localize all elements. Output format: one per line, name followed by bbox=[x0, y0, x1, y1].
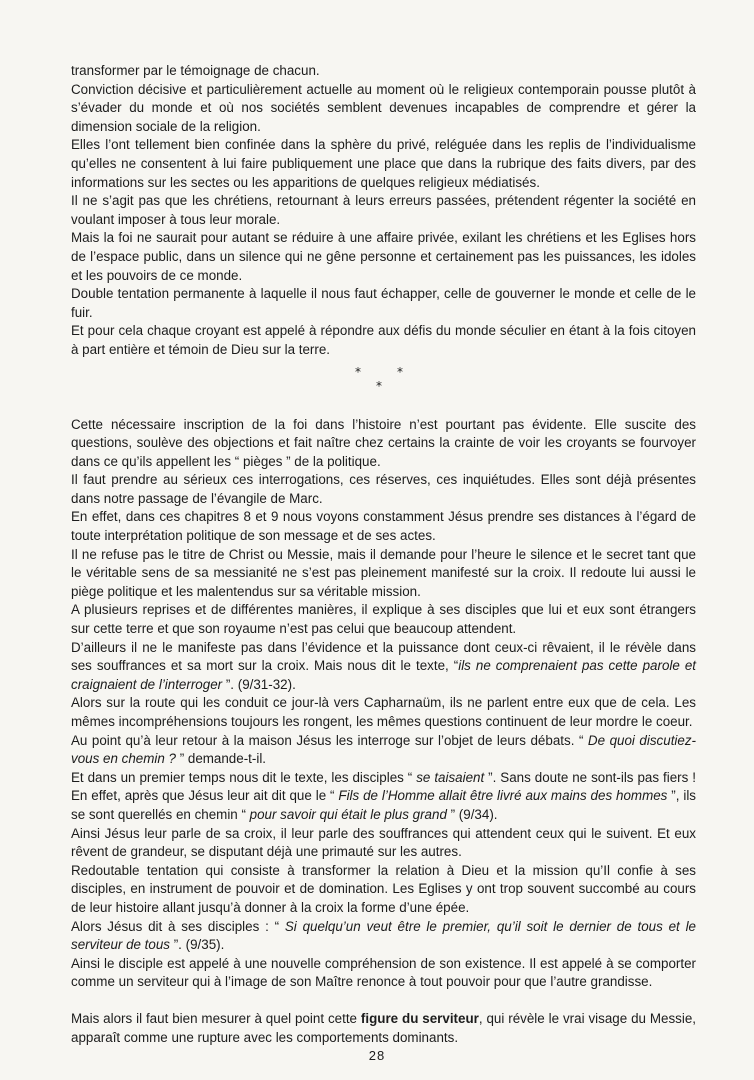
paragraph: Elles l’ont tellement bien confinée dans la sphère du privé, reléguée dans les replis de l’individualisme qu’elles ne consentent à lui faire publiquement une place que dans la rubrique des faits divers, par des informations sur les sectes ou les apparitions de quelques religieux médiatisés. bbox=[71, 137, 696, 190]
paragraph bbox=[71, 1010, 696, 1047]
text-run: ”. (9/35). bbox=[173, 937, 225, 953]
paragraph bbox=[71, 769, 696, 825]
paragraph: Redoutable tentation qui consiste à transformer la relation à Dieu et la mission qu’Il confie à ses disciples, en instrument de pouvoir et de domination. Les Eglises y ont trop souvent succombé au cours de leur histoire allant jusqu’à donner à la croix la forme d’une épée. bbox=[71, 862, 696, 915]
separator-star: * bbox=[397, 364, 403, 379]
text-run: ”. Sans doute ne sont-ils pas fiers ! En effet, après que Jésus leur ait dit que le “ bbox=[71, 769, 696, 804]
scripture-quote: Si quelqu’un veut être le premier, qu’il soit le dernier de tous et le serviteur de tous bbox=[71, 918, 696, 953]
paragraph: Double tentation permanente à laquelle il nous faut échapper, celle de gouverner le monde et celle de le fuir. bbox=[71, 286, 696, 320]
scripture-quote: ils ne comprenaient pas cette parole et craignaient de l’interroger bbox=[71, 658, 696, 692]
paragraph: Il faut prendre au sérieux ces interrogations, ces réserves, ces inquiétudes. Elles sont déjà présentes dans notre passage de l’évangile de Marc. bbox=[71, 472, 696, 506]
paragraph bbox=[71, 639, 696, 695]
text-run: D’ailleurs il ne le manifeste pas dans l’évidence et la puissance dont ceux-ci rêvaient, il le révèle dans ses souffrances et sa mort sur la croix. Mais nous dit le texte, “ bbox=[71, 639, 696, 674]
paragraph: A plusieurs reprises et de différentes manières, il explique à ses disciples que lui et eux sont étrangers sur cette terre et que son royaume n’est pas celui que beaucoup attendent. bbox=[71, 602, 696, 637]
separator-star: * bbox=[376, 378, 382, 393]
text-run: ” (9/34). bbox=[450, 806, 498, 822]
section-one bbox=[71, 62, 696, 360]
section-separator bbox=[71, 360, 696, 410]
separator-star: * bbox=[355, 364, 361, 379]
paragraph: Ainsi le disciple est appelé à une nouvelle compréhension de son existence. Il est appelé à se comporter comme un serviteur qui à l’image de son Maître renonce à tout pouvoir pour que l’autre grandisse. bbox=[71, 955, 696, 990]
paragraph bbox=[71, 732, 696, 769]
text-run: ”, ils se sont querellés en chemin “ bbox=[71, 788, 696, 822]
scripture-quote: pour savoir qui était le plus grand bbox=[245, 806, 451, 822]
paragraph: En effet, dans ces chapitres 8 et 9 nous voyons constamment Jésus prendre ses distances à l’égard de toute interprétation politique de son message et de ses actes. bbox=[71, 509, 696, 544]
paragraph: Cette nécessaire inscription de la foi dans l’histoire n’est pourtant pas évidente. Elle suscite des questions, soulève des objections et fait naître chez certains la crainte de voir les croyants se fourvoyer dans ce qu’ils appellent les “ pièges ” de la politique. bbox=[71, 416, 696, 469]
text-run: ” demande-t-il. bbox=[179, 751, 267, 767]
text-run: Mais alors il faut bien mesurer à quel point cette bbox=[71, 1010, 361, 1026]
emphasized-term: figure du serviteur bbox=[360, 1010, 479, 1026]
text-run: ”. (9/31-32). bbox=[222, 676, 296, 692]
paragraph bbox=[71, 918, 696, 955]
paragraph: Ainsi Jésus leur parle de sa croix, il leur parle des souffrances qui attendent ceux qui le suivent. Et eux rêvent de grandeur, se disputant déjà une primauté sur les autres. bbox=[71, 825, 696, 860]
paragraph: Et pour cela chaque croyant est appelé à répondre aux défis du monde séculier en étant à la fois citoyen à part entière et témoin de Dieu sur la terre. bbox=[71, 323, 696, 357]
text-run: Au point qu’à leur retour à la maison Jésus les interroge sur l’objet de leurs débats. “ bbox=[71, 732, 584, 748]
scripture-quote: se taisaient bbox=[412, 769, 489, 785]
paragraph: Alors sur la route qui les conduit ce jour-là vers Capharnaüm, ils ne parlent entre eux que de cela. Les mêmes incompréhensions toujours les rongent, les mêmes questions continuent de leur mordre le coeur. bbox=[71, 695, 696, 729]
text-run: , qui révèle le vrai visage du Messie, apparaît comme une rupture avec les comportements dominants. bbox=[71, 1010, 696, 1045]
section-two bbox=[71, 416, 696, 1048]
text-run: Alors Jésus dit à ses disciples : “ bbox=[71, 918, 280, 934]
text-run: Et dans un premier temps nous dit le texte, les disciples “ bbox=[71, 769, 413, 785]
scripture-quote: De quoi discutiez-vous en chemin ? bbox=[71, 732, 696, 767]
paragraph: transformer par le témoignage de chacun. bbox=[71, 63, 320, 78]
scripture-quote: Fils de l’Homme allait être livré aux mains des hommes bbox=[334, 788, 672, 804]
paragraph: Il ne refuse pas le titre de Christ ou Messie, mais il demande pour l’heure le silence et le secret tant que le véritable sens de sa messianité ne s’est pas pleinement manifesté sur la croix. Il redoute lui aussi le piège politique et les malentendus sur sa véritable mission. bbox=[71, 546, 696, 599]
page-number: 28 bbox=[368, 1048, 386, 1063]
paragraph: Mais la foi ne saurait pour autant se réduire à une affaire privée, exilant les chrétiens et les Eglises hors de l’espace public, dans un silence qui ne gêne personne et certainement pas les puissances, les idoles et les pouvoirs de ce monde. bbox=[71, 230, 696, 283]
paragraph: Conviction décisive et particulièrement actuelle au moment où le religieux contemporain pousse plutôt à s’évader du monde et où nos sociétés semblent devenues incapables de comprendre et gérer la dimension sociale de la religion. bbox=[71, 81, 696, 134]
paragraph: Il ne s’agit pas que les chrétiens, retournant à leurs erreurs passées, prétendent régenter la société en voulant imposer à tous leur morale. bbox=[71, 193, 696, 227]
